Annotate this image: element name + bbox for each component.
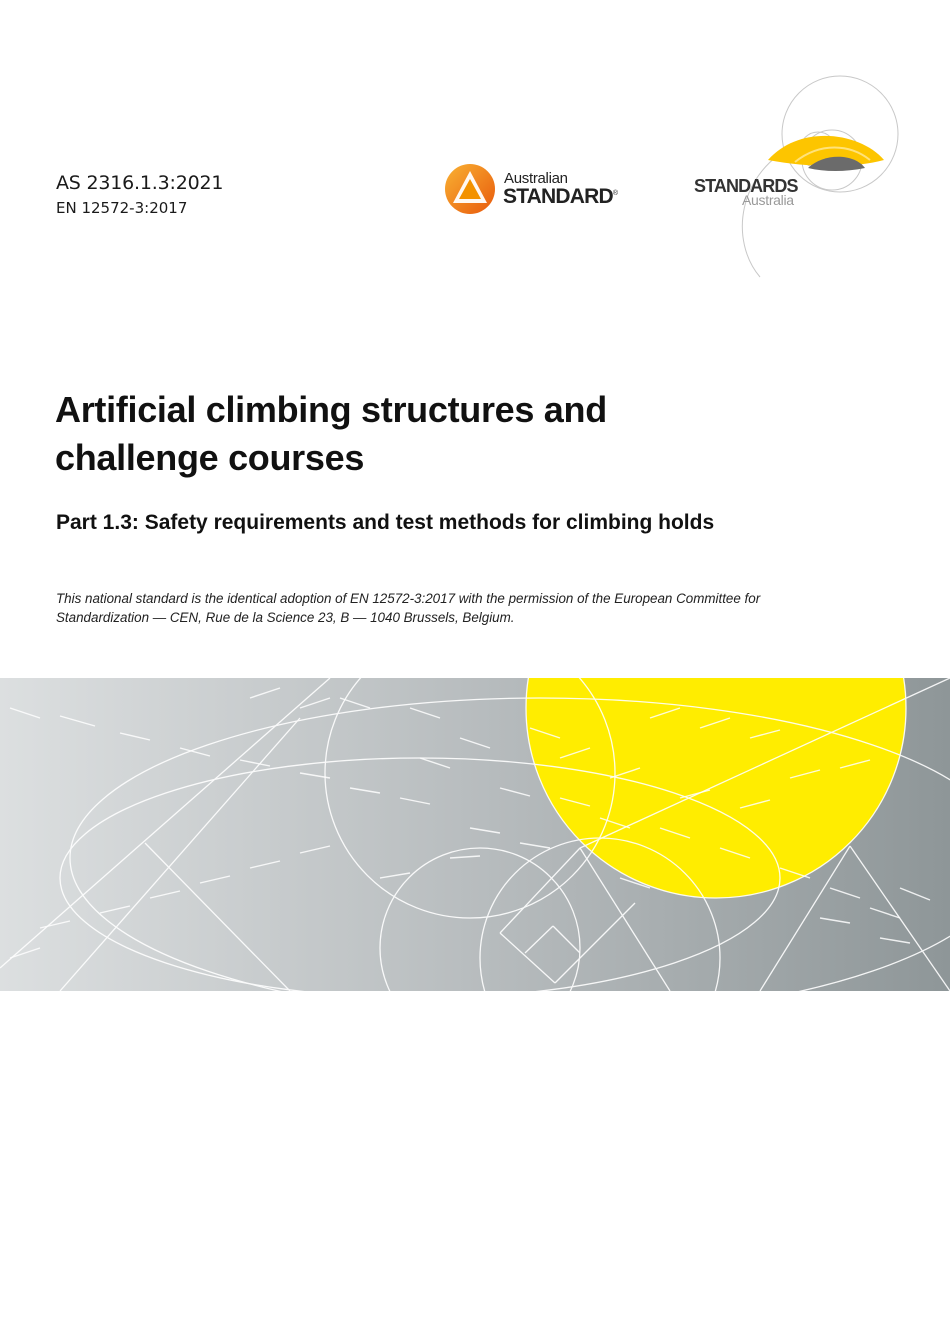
document-title-line-2: challenge courses [55, 437, 365, 478]
australian-standard-word-small: Australian [504, 170, 568, 187]
orange-triangle-mark-icon [444, 163, 496, 215]
document-subtitle: Part 1.3: Safety requirements and test methods for climbing holds [56, 511, 715, 534]
australian-standard-logo [444, 163, 629, 217]
document-title [55, 386, 755, 482]
standards-australia-word-small: Australia [742, 192, 794, 208]
document-title-line-1: Artificial climbing structures and [55, 389, 607, 430]
european-number: EN 12572-3:2017 [56, 199, 188, 217]
standards-australia-logo [690, 72, 905, 284]
adoption-note [56, 589, 846, 627]
cover-banner-artwork [0, 678, 950, 991]
adoption-note-line-2: Standardization — CEN, Rue de la Science 23, B — 1040 Brussels, Belgium. [56, 610, 515, 625]
standards-australia-word-big: STANDARDS [694, 176, 798, 196]
australian-standard-word-big: STANDARD® [503, 185, 618, 208]
standard-number: AS 2316.1.3:2021 [56, 172, 224, 194]
adoption-note-line-1: This national standard is the identical adoption of EN 12572-3:2017 with the permission of the European Committee for [56, 591, 761, 606]
